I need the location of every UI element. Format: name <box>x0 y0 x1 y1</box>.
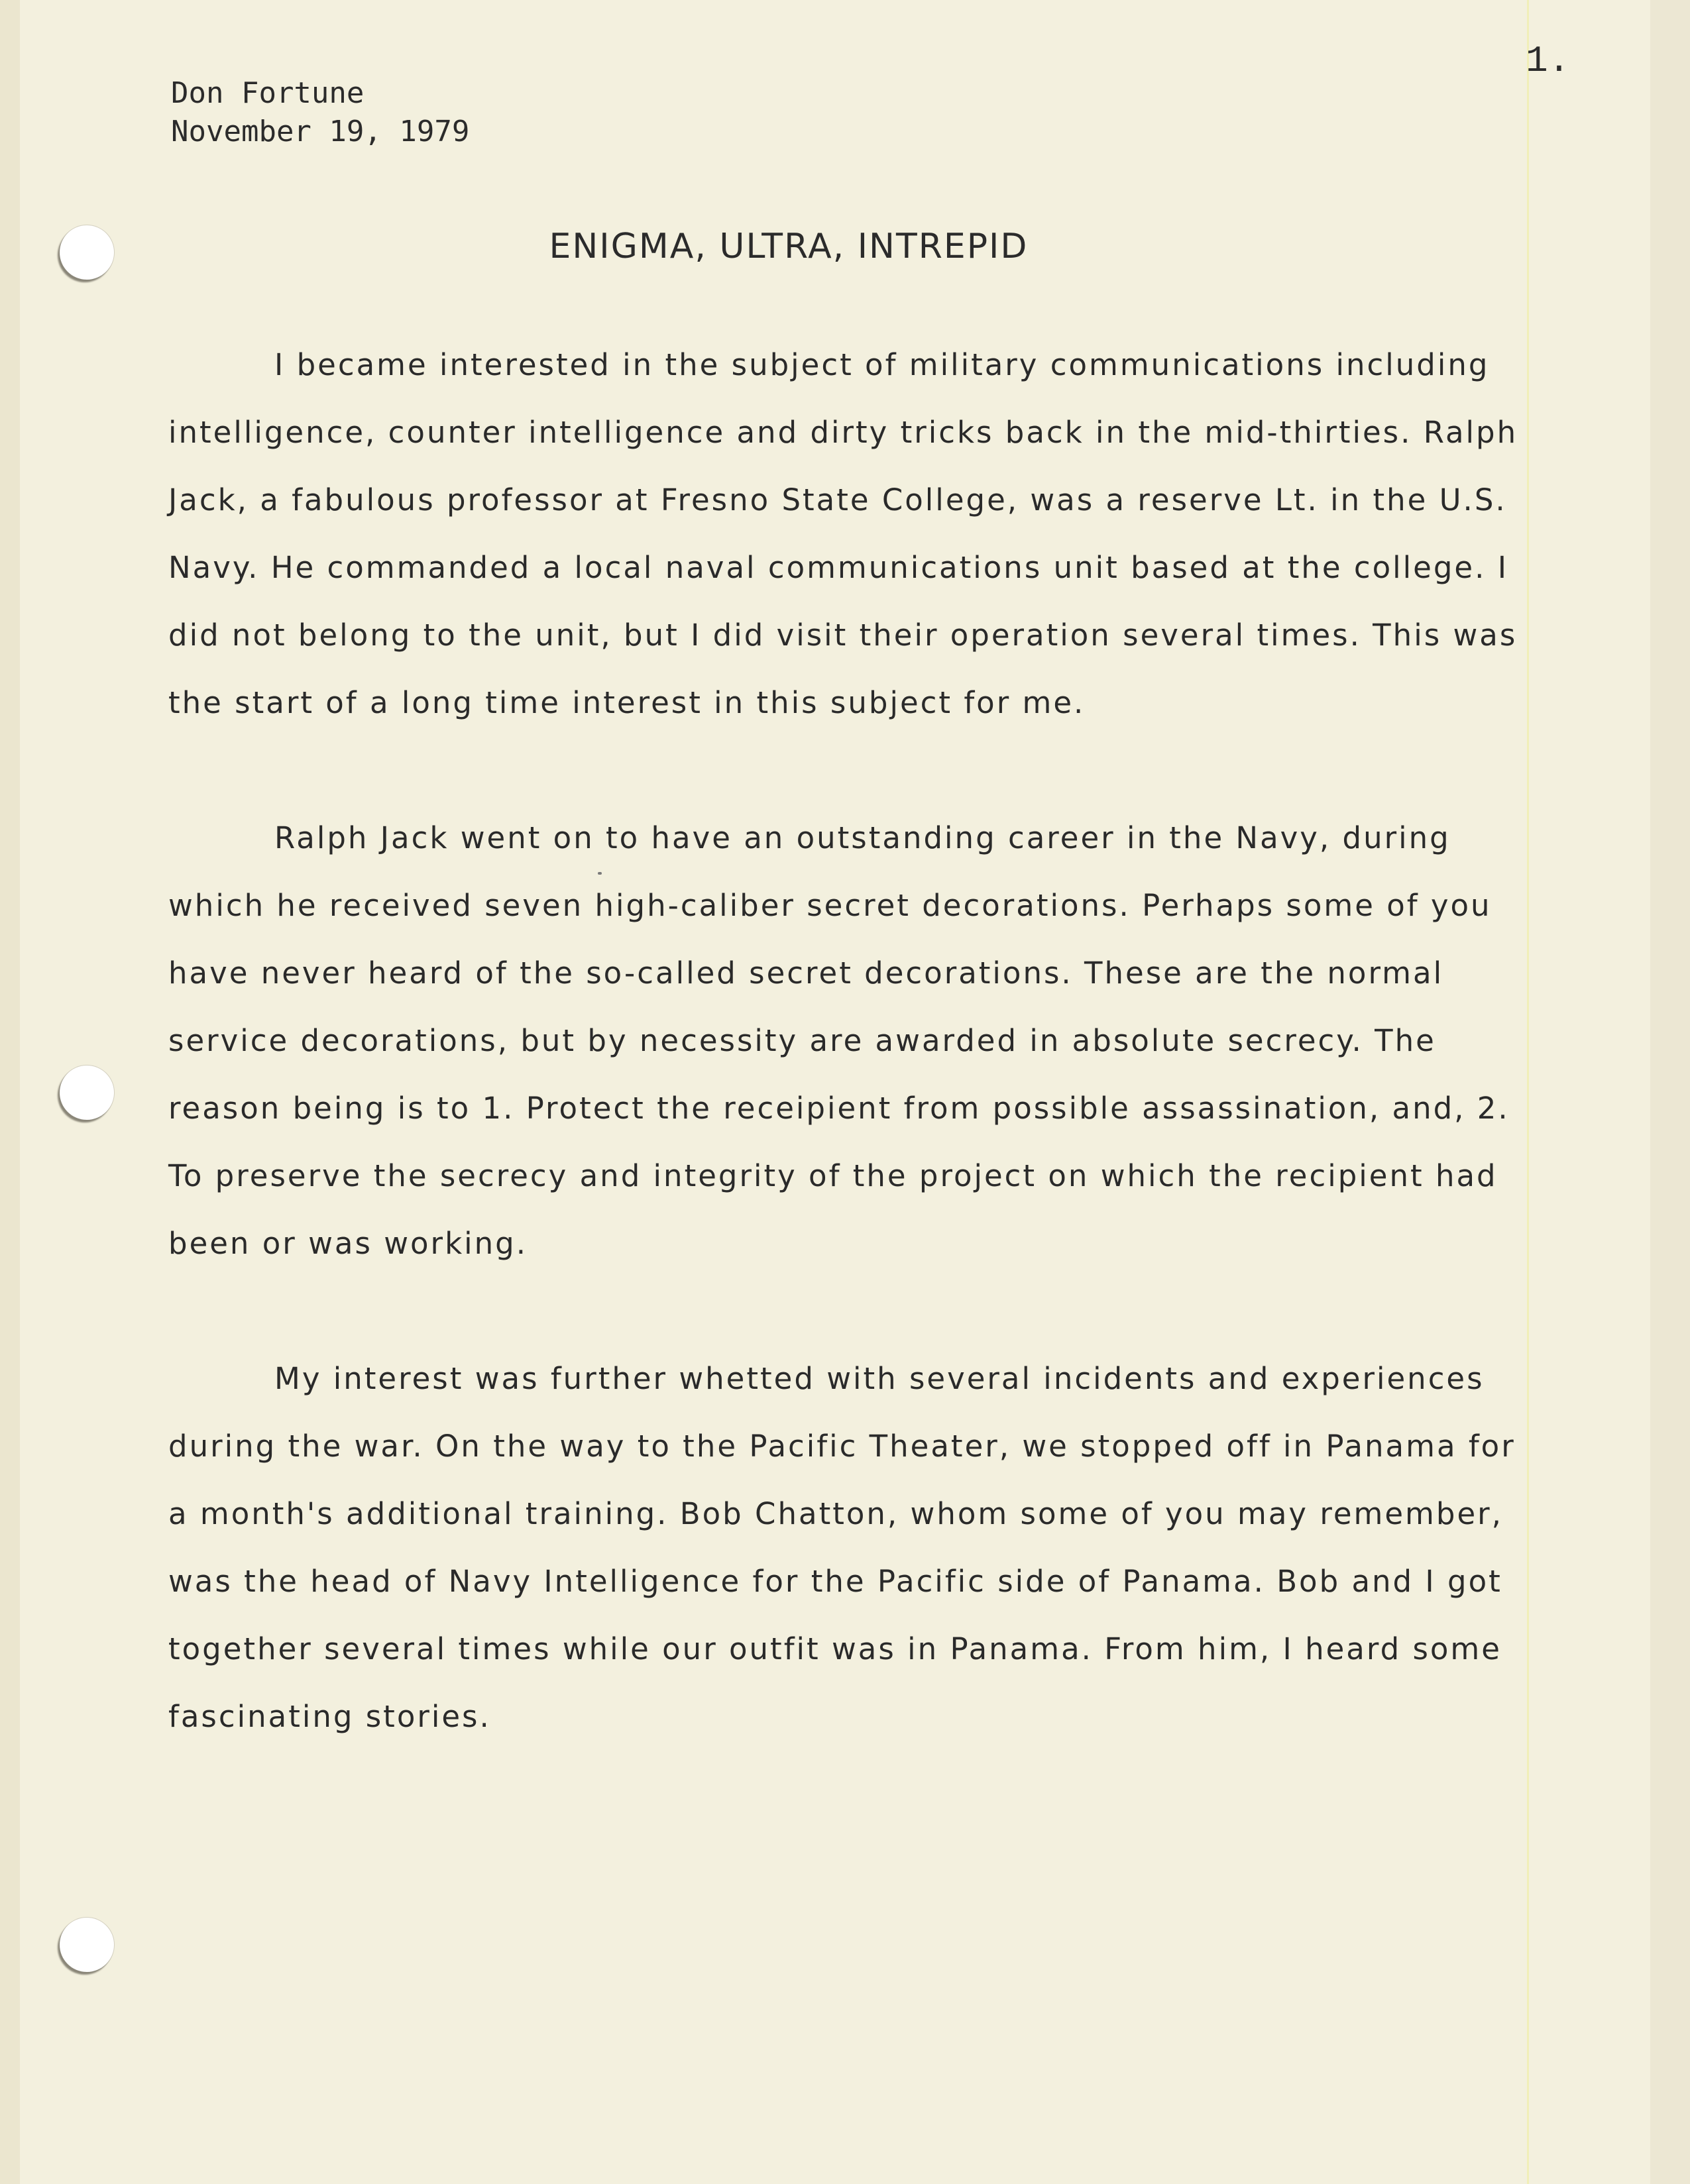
paragraph-2: Ralph Jack went on to have an outstanding career in the Navy, during which he received seven high-caliber secret decorations. Perhaps some of you have never heard of the so-called secret decorations. These are the normal service decorations, but by necessity are awarded in absolute secrecy. The reason being is to 1. Protect the receipient from possible assassination, and, 2. To preserve the secrecy and integrity of the project on which the recipient had been or was working. <box>168 820 1510 1261</box>
author-name: Don Fortune <box>171 76 365 110</box>
paragraph-1: I became interested in the subject of military communications including intelligence, counter intelligence and dirty tricks back in the mid-thirties. Ralph Jack, a fabulous professor at Fresno State College, was a reserve Lt. in the U.S. Navy. He commanded a local naval communications unit based at the college. I did not belong to the unit, but I did visit their operation several times. This was the start of a long time interest in this subject for me. <box>168 347 1518 720</box>
document-body <box>168 331 1534 1751</box>
binder-hole-middle <box>60 1065 114 1120</box>
page-number: 1. <box>1526 40 1571 82</box>
page-binding-edge <box>0 0 20 2184</box>
ink-speck <box>598 872 602 875</box>
document-title: ENIGMA, ULTRA, INTREPID <box>549 227 1029 266</box>
document-date: November 19, 1979 <box>171 115 470 148</box>
paragraph-3: My interest was further whetted with several incidents and experiences during the war. On the way to the Pacific Theater, we stopped off in Panama for a month's additional training. Bob Chatton, whom some of you may remember, was the head of Navy Intelligence for the Pacific side of Panama. Bob and I got together several times while our outfit was in Panama. From him, I heard some fascinating stories. <box>168 1361 1516 1734</box>
binder-hole-bottom <box>60 1918 114 1972</box>
document-header <box>171 74 469 151</box>
page-right-edge <box>1650 0 1690 2184</box>
